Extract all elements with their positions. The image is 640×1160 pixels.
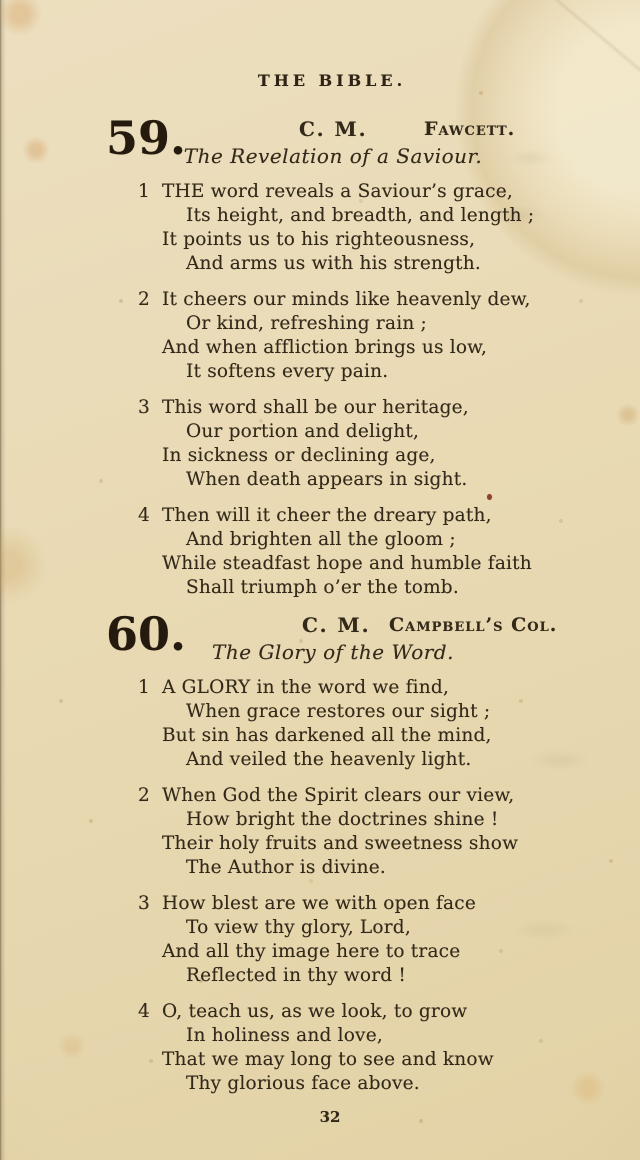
verse-line: Thy glorious face above. (186, 1073, 420, 1094)
verse-line: While steadfast hope and humble faith (162, 553, 532, 574)
verse-number: 4 (138, 1001, 150, 1022)
verse-number: 3 (138, 893, 150, 914)
verse-line: To view thy glory, Lord, (186, 917, 411, 938)
hymn-meter: C. M. (302, 613, 371, 637)
verse-line-text: How blest are we with open face (162, 893, 476, 914)
verse-line: Their holy fruits and sweetness show (162, 833, 519, 854)
verse-number: 2 (138, 785, 150, 806)
verse-line: In holiness and love, (186, 1025, 383, 1046)
verse (0, 784, 640, 880)
verse-line-text: O, teach us, as we look, to grow (162, 1001, 468, 1022)
verse (0, 396, 640, 492)
verse (0, 676, 640, 772)
verse-line: It softens every pain. (186, 361, 389, 382)
running-head: THE BIBLE. (257, 71, 407, 90)
hymn-source: Campbell’s Col. (389, 614, 558, 636)
verse-line-text: This word shall be our heritage, (162, 397, 469, 418)
verse-line (138, 892, 640, 916)
verse-number: 1 (138, 181, 150, 202)
verse (0, 892, 640, 988)
verse-line: When death appears in sight. (186, 469, 468, 490)
verse (0, 1000, 640, 1096)
verse-line (138, 288, 640, 312)
verse-line (138, 1000, 640, 1024)
verse-line (138, 396, 640, 420)
hymn-verses (0, 180, 640, 600)
meter-line (0, 116, 640, 142)
verse-line: But sin has darkened all the mind, (162, 725, 492, 746)
verse-line: And veiled the heavenly light. (186, 749, 472, 770)
verse (0, 288, 640, 384)
hymn-header (0, 111, 640, 170)
verse-line (138, 784, 640, 808)
verse-line: That we may long to see and know (162, 1049, 494, 1070)
hymn-59 (0, 111, 640, 600)
verse-line: Shall triumph o’er the tomb. (186, 577, 459, 598)
verse-line: Its height, and breadth, and length ; (186, 205, 535, 226)
page-number: 32 (319, 1108, 341, 1126)
hymn-meter: C. M. (299, 117, 368, 141)
verse (0, 504, 640, 600)
verse-line (138, 180, 640, 204)
verse-line (138, 676, 640, 700)
verse-line (138, 504, 640, 528)
verse-line: And brighten all the gloom ; (186, 529, 456, 550)
verse (0, 180, 640, 276)
verse-line-text: It cheers our minds like heavenly dew, (162, 289, 531, 310)
hymn-title: The Glory of the Word. (212, 640, 454, 664)
verse-line-text: A GLORY in the word we find, (162, 677, 450, 698)
verse-line: And all thy image here to trace (162, 941, 461, 962)
verse-line: The Author is divine. (186, 857, 386, 878)
verse-line: And arms us with his strength. (186, 253, 481, 274)
hymn-60 (0, 607, 640, 1096)
verse-number: 1 (138, 677, 150, 698)
verse-line: Reflected in thy word ! (186, 965, 407, 986)
hymn-number: 60. (106, 607, 187, 661)
hymn-number: 59. (106, 111, 187, 165)
hymn-header (0, 607, 640, 666)
verse-line: It points us to his righteousness, (162, 229, 476, 250)
verse-line: And when affliction brings us low, (162, 337, 488, 358)
verse-number: 4 (138, 505, 150, 526)
verse-line-text: Then will it cheer the dreary path, (162, 505, 492, 526)
hymn-verses (0, 676, 640, 1096)
verse-line: When grace restores our sight ; (186, 701, 491, 722)
verse-line-text: When God the Spirit clears our view, (162, 785, 515, 806)
verse-line-text: THE word reveals a Saviour’s grace, (162, 181, 513, 202)
meter-line (0, 612, 640, 638)
verse-number: 2 (138, 289, 150, 310)
hymn-source: Fawcett. (424, 118, 516, 140)
verse-line: Or kind, refreshing rain ; (186, 313, 427, 334)
verse-line: How bright the doctrines shine ! (186, 809, 499, 830)
verse-line: Our portion and delight, (186, 421, 420, 442)
verse-line: In sickness or declining age, (162, 445, 436, 466)
hymn-title: The Revelation of a Saviour. (183, 144, 483, 168)
verse-number: 3 (138, 397, 150, 418)
